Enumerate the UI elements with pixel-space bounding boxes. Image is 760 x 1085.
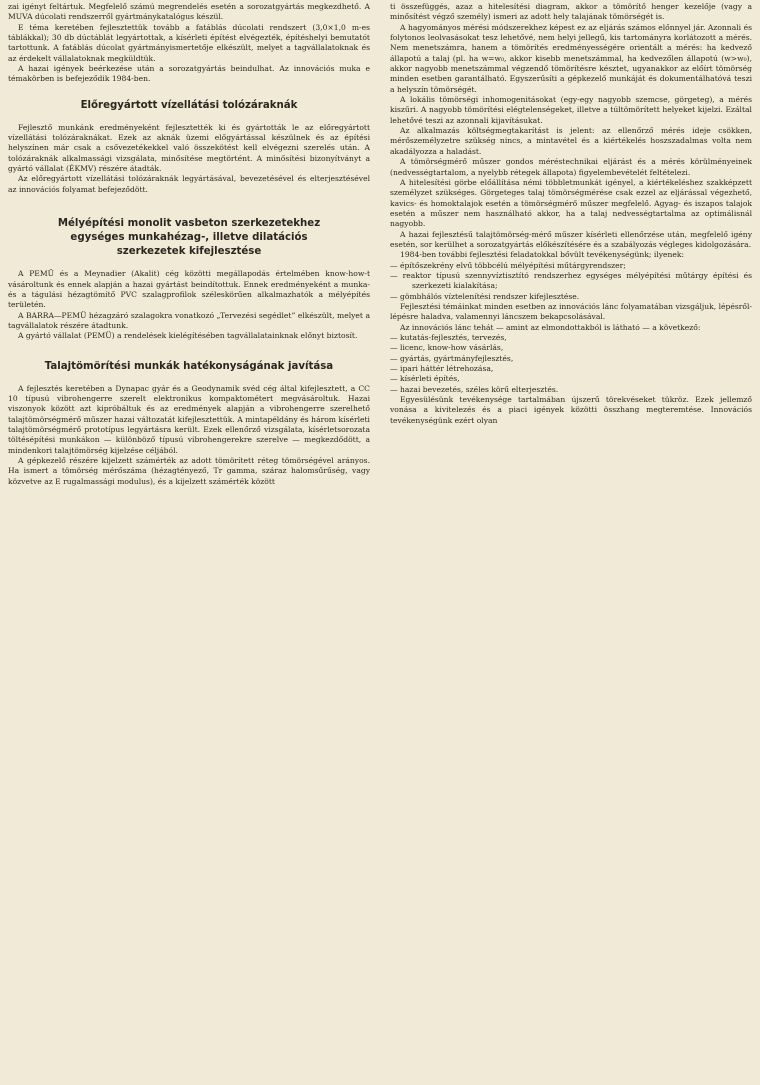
section-heading-line: Mélyépítési monolit vasbeton szerkezetekhez bbox=[57, 218, 321, 230]
list-item: — gyártás, gyártmányfejlesztés, bbox=[390, 354, 752, 364]
list-item: — ipari háttér létrehozása, bbox=[390, 364, 752, 374]
body-paragraph: A hitelesítési görbe előállítása némi többletmunkát igényel, a kiértékeléshez szakképzett személyzet szükséges. Görgeteges talaj tömörségmérése csak ezzel az eljárással végezhető, kavics- és homoktalajok esetén a tömörségmérő műszer megfelelő. Agyag- és iszapos talajok esetén a műszer nem használható akkor, ha a talaj nedvességtartalma az optimálisnál nagyobb. bbox=[390, 177, 752, 229]
section-heading-line: Előregyártott vízellátási tolózáraknák bbox=[80, 99, 298, 111]
right-column bbox=[390, 2, 752, 1085]
body-paragraph: A gyártó vállalat (PEMÜ) a rendelések kielégítésében tagvállalatainknak előnyt biztosít. bbox=[18, 331, 358, 341]
dash-list bbox=[390, 261, 752, 302]
body-paragraph: A BARRA—PEMÜ hézagzáró szalagokra vonatkozó „Tervezési segédlet” elkészült, melyet a tagvállalatok részére átadtunk. bbox=[8, 310, 370, 330]
list-item: — reaktor típusú szennyvíztisztító rendszerhez egységes mélyépítési műtárgy építési és szerkezeti kialakítása; bbox=[390, 271, 752, 292]
section-heading-line: egységes munkahézag-, illetve dilatációs bbox=[70, 232, 308, 244]
dash-list bbox=[390, 333, 752, 395]
body-paragraph: zai igényt feltártuk. Megfelelő számú megrendelés esetén a sorozatgyártás megkezdhető. A MUVA dúcolati rendszerről gyártmánykatalógus készül. bbox=[8, 2, 370, 22]
body-paragraph: A hazai fejlesztésű talajtömörség-mérő műszer kísérleti ellenőrzése után, megfelelő igény esetén, sor kerülhet a sorozatgyártás előkészítésére és a szabályozás végleges kidolgozására. bbox=[390, 229, 752, 249]
body-paragraph: Az innovációs lánc tehát — amint az elmondottakból is látható — a következő: bbox=[400, 322, 701, 332]
list-item: — gömbhálós víztelenítési rendszer kifejlesztése. bbox=[390, 292, 752, 302]
body-paragraph: A hazai igények beérkezése után a sorozatgyártás beindulhat. Az innovációs muka e témakörben is befejeződik 1984-ben. bbox=[8, 64, 370, 84]
body-paragraph: A tömörségmérő műszer gondos méréstechnikai eljárást és a mérés körülményeinek (nedvességtartalom, a nyelybb rétegek állapota) figyelembevételét feltételezi. bbox=[390, 157, 752, 177]
list-item: — hazai bevezetés, széles körű elterjesztés. bbox=[390, 385, 752, 395]
section-heading bbox=[8, 360, 370, 374]
body-paragraph: A fejlesztés keretében a Dynapac gyár és a Geodynamik svéd cég által kifejlesztett, a CC 10 típusú vibrohengerre szerelt elektronikus kompaktométert megvásároltuk. Hazai viszonyok között azt kipróbáltuk és az eredmények alapján a vibrohengerre szerelhető talajtömörségmérő műszer hazai változatát kifejlesztettük. A mintapéldány és három kísérleti talajtömörségmérő prototípus legyártásra került. Ezek ellenőrző vizsgálata, kísérletsorozata töltésépítési munkákon — különböző típusú vibrohengerekre szerelve — megkezdődött, a mindenkori talajtömörség kijelzése céljából. bbox=[8, 383, 370, 455]
body-paragraph: A gépkezelő részére kijelzett számérték az adott tömörített réteg tömörségével arányos. Ha ismert a tömörség mérőszáma (hézagtényező, Tr gamma, száraz halomsűrűség, vagy közvetve az E rugalmassági modulus), és a kijelzett számérték között bbox=[8, 455, 370, 486]
body-paragraph: Fejlesztési témáinkat minden esetben az innovációs lánc folyamatában vizsgáljuk, lépésről-lépésre haladva, valamennyi láncszem bekapcsolásával. bbox=[390, 301, 752, 322]
body-paragraph: Egyesülésünk tevékenysége tartalmában újszerű törekvéseket tükröz. Ezek jellemző vonása a kivitelezés és a piaci igények közötti összhang megteremtése. Innovációs tevékenységünk ezért olyan bbox=[390, 395, 752, 425]
list-item: — kutatás-fejlesztés, tervezés, bbox=[390, 333, 752, 343]
list-item: — építőszekrény elvű többcélú mélyépítési műtárgyrendszer; bbox=[390, 261, 752, 271]
body-paragraph: A lokális tömörségi inhomogenitásokat (egy-egy nagyobb szemcse, görgeteg), a mérés kiszűri. A nagyobb tömörítési elégtelenségeket, illetve a túltömörített helyeket kijelzi. Ezáltal lehetővé teszi az azonnali kijavításukat. bbox=[390, 95, 752, 125]
body-paragraph: A PEMÜ és a Meynadier (Akalit) cég közötti megállapodás értelmében know-how-t vásároltunk és ennek alapján a hazai gyártást beindítottuk. Ennek eredményeként a munka- és a tágulási hézagtömítő PVC szalagprofilok széleskörűen alkalmazhatók a mélyépítés területén. bbox=[8, 269, 370, 310]
body-paragraph: E téma keretében fejlesztettük tovább a fatáblás dúcolati rendszert (3,0×1,0 m-es táblákkal); 30 db dúctáblát legyártottak, a kísérleti építést elvégezték, építéshelyi bemutatót tartottunk. A fatáblás dúcolat gyártmányismertetője elkészült, melyet a tagvállalatoknak és az érdekelt vállalatoknak megküldtük. bbox=[8, 22, 370, 63]
list-item: — kísérleti építés, bbox=[390, 374, 752, 384]
body-paragraph: Az előregyártott vízellátási tolózáraknák legyártásával, bevezetésével és elterjesztésével az innovációs folyamat befejeződött. bbox=[8, 174, 370, 194]
body-paragraph: Az alkalmazás költségmegtakarítást is jelent: az ellenőrző mérés ideje csökken, mérőszemélyzetre szükség nincs, a mintavétel és a kiértékelés hoszszadalmas volta nem akadályozza a haladást. bbox=[390, 126, 752, 156]
body-paragraph: Fejlesztő munkánk eredményeként fejlesztették ki és gyártották le az előregyártott vízellátási tolózáraknákat. Ezek az aknák üzemi előgyártással készülnek és az építési helyszínen már csak a csővezetékekkel való összekötést kell elvégezni szerelés után. A tolózáraknák alkalmassági vizsgálata, minősítése megtörtént. A minősítési bizonyítványt a gyártó vállalat (ÉKMV) részére átadták. bbox=[8, 122, 370, 174]
body-paragraph: A hagyományos mérési módszerekhez képest ez az eljárás számos előnnyel jár. Azonnali és folytonos leolvasásokat tesz lehetővé, nem helyi jellegű, kis tartományra korlátozott a mérés. Nem menetszámra, hanem a tömörítés eredményességére orientált a mérés: ha kedvező állapotú a talaj (pl. ha w=w₀, akkor kisebb menetszámmal, ha kedvezőlen állapotú (w>w₀), akkor nagyobb menetszámmal végzendő tömörítésre késztet, ugyanakkor az előírt tömörség minden esetben garantálható. Egyszerűsíti a gépkezelő munkáját és dokumentálhatóvá teszi a helyszín tömörségét. bbox=[390, 22, 752, 94]
list-item: — licenc, know-how vásárlás, bbox=[390, 343, 752, 353]
section-heading bbox=[8, 217, 370, 259]
section-heading bbox=[8, 99, 370, 113]
section-heading-line: szerkezetek kifejlesztése bbox=[116, 246, 262, 258]
body-paragraph: 1984-ben további fejlesztési feladatokkal bővült tevékenységünk; ilyenek: bbox=[400, 250, 685, 260]
left-column bbox=[8, 2, 370, 1085]
section-heading-line: Talajtömörítési munkák hatékonyságának javítása bbox=[44, 360, 334, 372]
body-paragraph: ti összefüggés, azaz a hitelesítési diagram, akkor a tömörítő henger kezelője (vagy a minősítést végző személy) ismeri az adott hely talajának tömörségét is. bbox=[390, 2, 752, 22]
